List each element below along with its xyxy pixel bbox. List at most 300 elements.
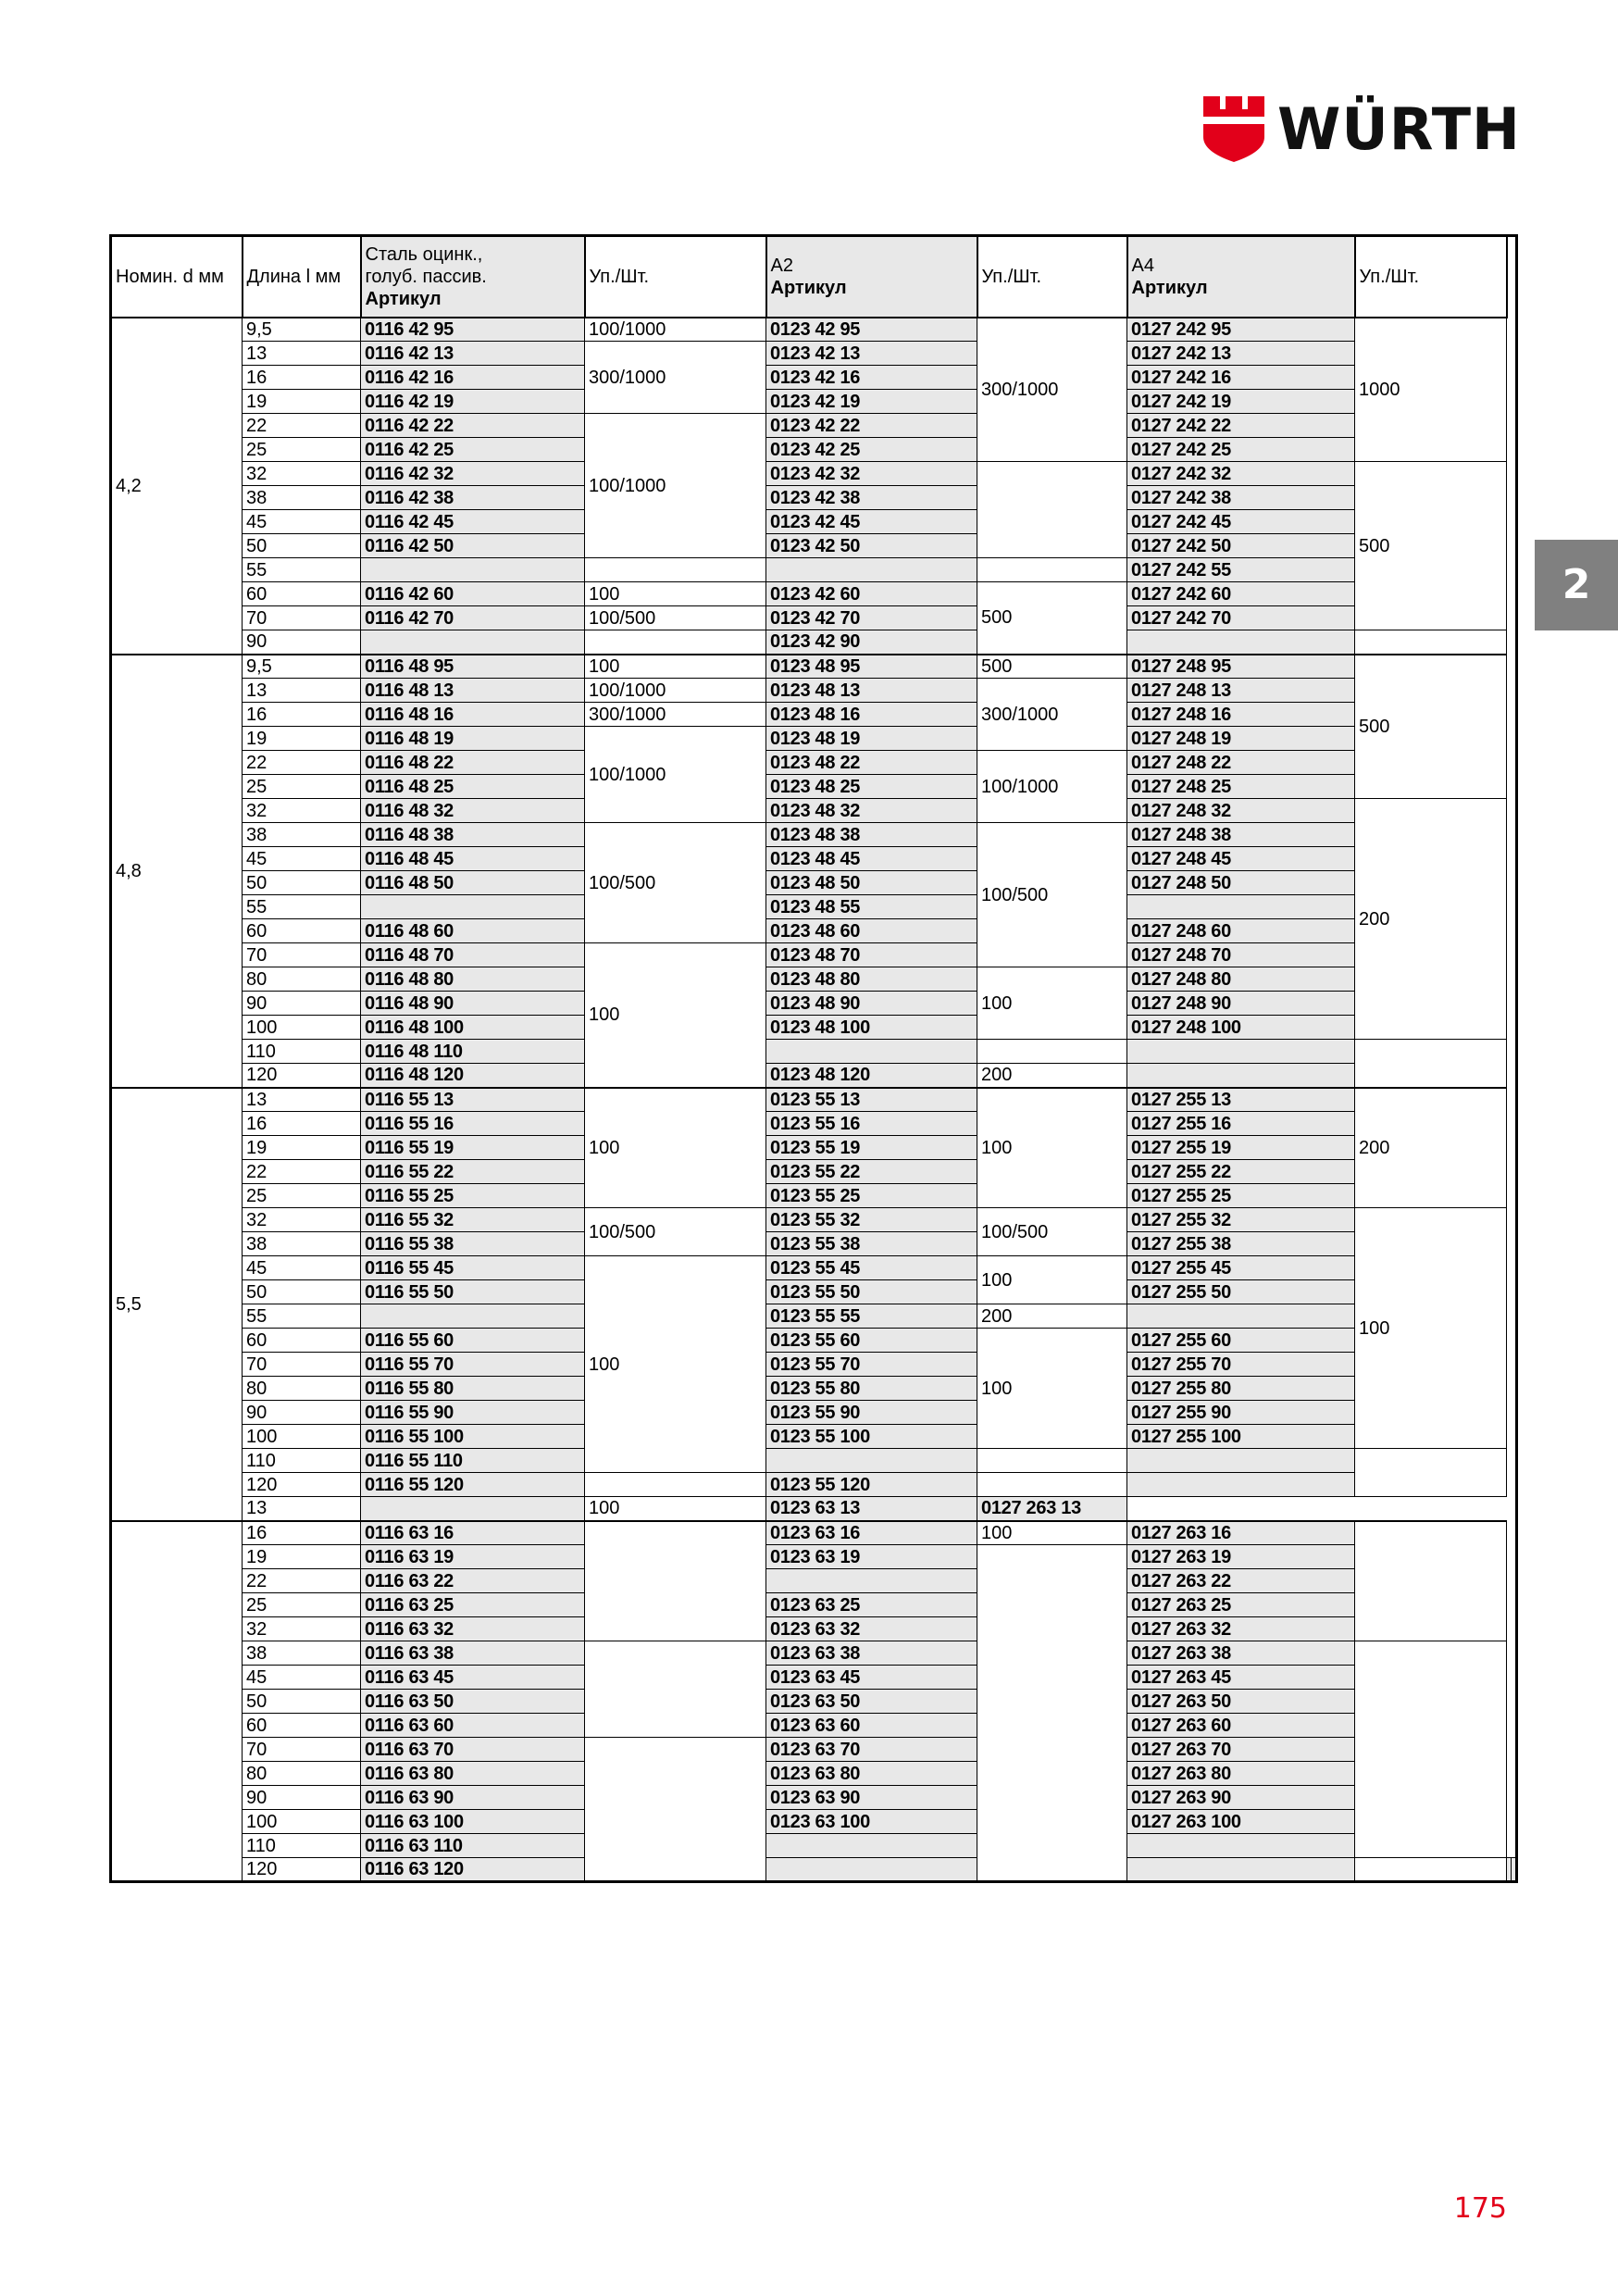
- a4-article-cell: [1127, 1473, 1355, 1497]
- steel-article-cell: 0116 42 50: [361, 534, 585, 558]
- steel-pack-cell: 100/1000: [585, 414, 766, 558]
- length-cell: 38: [243, 823, 361, 847]
- length-cell: 70: [243, 606, 361, 630]
- steel-article-cell: 0116 63 90: [361, 1786, 585, 1810]
- length-cell: 16: [243, 703, 361, 727]
- table-row: [111, 342, 1517, 366]
- nominal-diameter-cell: 4,8: [111, 655, 243, 1088]
- a2-article-cell: 0123 42 19: [766, 390, 977, 414]
- a2-article-cell: 0123 55 19: [766, 1136, 977, 1160]
- a2-article-cell: 0123 48 120: [766, 1064, 977, 1088]
- steel-article-cell: 0116 48 13: [361, 679, 585, 703]
- table-row: [111, 703, 1517, 727]
- table-row: [111, 606, 1517, 630]
- a2-article-cell: 0123 48 19: [766, 727, 977, 751]
- table-row: [111, 1786, 1517, 1810]
- length-cell: 50: [243, 1280, 361, 1304]
- table-row: [111, 1136, 1517, 1160]
- length-cell: 120: [243, 1858, 361, 1882]
- a4-pack-cell: [1355, 1521, 1507, 1641]
- header-a4-line1: A4: [1131, 255, 1154, 276]
- table-row: [111, 1425, 1517, 1449]
- steel-pack-cell: [585, 558, 766, 582]
- table-row: [111, 534, 1517, 558]
- a2-article-cell: 0123 55 60: [766, 1329, 977, 1353]
- a2-article-cell: 0123 48 60: [766, 919, 977, 943]
- a4-article-cell: 0127 255 50: [1127, 1280, 1355, 1304]
- header-steel-line3: Артикул: [365, 288, 442, 309]
- a4-article-cell: 0127 242 60: [1127, 582, 1355, 606]
- a2-article-cell: 0123 63 50: [766, 1690, 977, 1714]
- length-cell: 50: [243, 534, 361, 558]
- a2-pack-cell: 500: [977, 582, 1127, 655]
- table-row: [111, 655, 1517, 679]
- a2-article-cell: 0123 63 100: [766, 1810, 977, 1834]
- length-cell: 70: [243, 1353, 361, 1377]
- steel-article-cell: [361, 1497, 585, 1521]
- steel-article-cell: 0116 42 60: [361, 582, 585, 606]
- steel-article-cell: 0116 63 120: [361, 1858, 585, 1882]
- length-cell: 22: [243, 414, 361, 438]
- a4-article-cell: 0127 263 100: [1127, 1810, 1355, 1834]
- table-row: [111, 1208, 1517, 1232]
- table-row: [111, 1232, 1517, 1256]
- a2-article-cell: 0123 48 22: [766, 751, 977, 775]
- steel-article-cell: 0116 55 110: [361, 1449, 585, 1473]
- table-row: [111, 1473, 1517, 1497]
- a4-article-cell: 0127 242 50: [1127, 534, 1355, 558]
- steel-article-cell: 0116 55 100: [361, 1425, 585, 1449]
- table-row: [111, 1256, 1517, 1280]
- fastener-table: [109, 234, 1518, 1883]
- a4-article-cell: 0127 263 22: [1127, 1569, 1355, 1593]
- a4-article-cell: 0127 255 16: [1127, 1112, 1355, 1136]
- steel-article-cell: 0116 63 50: [361, 1690, 585, 1714]
- table-row: [111, 1666, 1517, 1690]
- a4-article-cell: 0127 242 38: [1127, 486, 1355, 510]
- a2-article-cell: 0123 48 50: [766, 871, 977, 895]
- steel-pack-cell: 100: [585, 943, 766, 1088]
- a2-article-cell: 0123 63 90: [766, 1786, 977, 1810]
- steel-pack-cell: [585, 630, 766, 655]
- a2-article-cell: 0123 55 70: [766, 1353, 977, 1377]
- a4-pack-cell: [1355, 1641, 1507, 1858]
- steel-article-cell: 0116 48 50: [361, 871, 585, 895]
- a4-article-cell: 0127 242 45: [1127, 510, 1355, 534]
- a2-article-cell: 0123 48 80: [766, 967, 977, 992]
- wurth-logo-mark-icon: [1201, 96, 1266, 163]
- a4-article-cell: [1127, 1064, 1355, 1088]
- a4-article-cell: 0127 263 70: [1127, 1738, 1355, 1762]
- a4-article-cell: 0127 242 95: [1127, 318, 1355, 342]
- a2-article-cell: 0123 63 60: [766, 1714, 977, 1738]
- table-row: [111, 1088, 1517, 1112]
- table-row: [111, 1353, 1517, 1377]
- length-cell: 16: [243, 1521, 361, 1545]
- length-cell: 32: [243, 1208, 361, 1232]
- a4-article-cell: 0127 242 22: [1127, 414, 1355, 438]
- steel-article-cell: 0116 63 22: [361, 1569, 585, 1593]
- length-cell: 60: [243, 1714, 361, 1738]
- steel-article-cell: 0116 55 90: [361, 1401, 585, 1425]
- table-row: [111, 1641, 1517, 1666]
- chapter-tab[interactable]: 2: [1535, 540, 1618, 630]
- a4-article-cell: 0127 248 100: [1127, 1016, 1355, 1040]
- a2-article-cell: 0123 42 13: [766, 342, 977, 366]
- table-row: [111, 1160, 1517, 1184]
- a4-article-cell: 0127 248 32: [1127, 799, 1355, 823]
- steel-article-cell: 0116 55 50: [361, 1280, 585, 1304]
- steel-article-cell: 0116 55 70: [361, 1353, 585, 1377]
- steel-article-cell: 0116 63 80: [361, 1762, 585, 1786]
- steel-article-cell: 0116 48 110: [361, 1040, 585, 1064]
- steel-pack-cell: 100: [585, 1256, 766, 1473]
- steel-article-cell: 0116 42 70: [361, 606, 585, 630]
- steel-article-cell: 0116 48 95: [361, 655, 585, 679]
- table-row: [111, 895, 1517, 919]
- steel-article-cell: 0116 55 13: [361, 1088, 585, 1112]
- steel-pack-cell: 300/1000: [585, 342, 766, 414]
- table-body: [111, 318, 1517, 1882]
- a4-article-cell: 0127 255 13: [1127, 1088, 1355, 1112]
- length-cell: 45: [243, 1666, 361, 1690]
- steel-article-cell: 0116 63 70: [361, 1738, 585, 1762]
- length-cell: 110: [243, 1449, 361, 1473]
- length-cell: 13: [243, 1088, 361, 1112]
- length-cell: 90: [243, 630, 361, 655]
- length-cell: 60: [243, 919, 361, 943]
- a2-article-cell: 0123 42 90: [766, 630, 977, 655]
- a2-article-cell: 0123 55 100: [766, 1425, 977, 1449]
- steel-article-cell: 0116 63 16: [361, 1521, 585, 1545]
- table-row: [111, 1449, 1517, 1473]
- a2-article-cell: [766, 1569, 977, 1593]
- steel-article-cell: [361, 630, 585, 655]
- a4-article-cell: 0127 255 60: [1127, 1329, 1355, 1353]
- table-row: [111, 1617, 1517, 1641]
- steel-article-cell: [361, 1304, 585, 1329]
- length-cell: 80: [243, 1377, 361, 1401]
- table-row: [111, 847, 1517, 871]
- a4-article-cell: 0127 255 100: [1127, 1425, 1355, 1449]
- length-cell: 120: [243, 1064, 361, 1088]
- table-row: [111, 510, 1517, 534]
- length-cell: 25: [243, 438, 361, 462]
- steel-pack-cell: 100/500: [585, 1208, 766, 1256]
- a2-pack-cell: [977, 1040, 1127, 1064]
- table-row: [111, 462, 1517, 486]
- length-cell: 45: [243, 847, 361, 871]
- steel-article-cell: 0116 48 32: [361, 799, 585, 823]
- a2-pack-cell: [977, 1545, 1127, 1882]
- a2-pack-cell: [977, 558, 1127, 582]
- a4-article-cell: 0127 263 80: [1127, 1762, 1355, 1786]
- a2-article-cell: 0123 42 95: [766, 318, 977, 342]
- table-row: [111, 1762, 1517, 1786]
- steel-article-cell: 0116 63 45: [361, 1666, 585, 1690]
- a2-article-cell: 0123 48 13: [766, 679, 977, 703]
- a4-article-cell: 0127 248 90: [1127, 992, 1355, 1016]
- a4-pack-cell: 100: [1355, 1208, 1507, 1449]
- header-steel-pack: Уп./Шт.: [585, 236, 766, 318]
- length-cell: 25: [243, 775, 361, 799]
- length-cell: 22: [243, 1569, 361, 1593]
- table-row: [111, 486, 1517, 510]
- a2-article-cell: 0123 48 38: [766, 823, 977, 847]
- steel-article-cell: 0116 42 95: [361, 318, 585, 342]
- length-cell: 55: [243, 558, 361, 582]
- table-row: [111, 1593, 1517, 1617]
- a4-article-cell: 0127 248 16: [1127, 703, 1355, 727]
- steel-article-cell: 0116 55 80: [361, 1377, 585, 1401]
- steel-pack-cell: 100/500: [585, 823, 766, 943]
- steel-article-cell: 0116 55 120: [361, 1473, 585, 1497]
- a4-pack-cell: 200: [1355, 799, 1507, 1040]
- steel-pack-cell: 300/1000: [585, 703, 766, 727]
- a2-article-cell: 0123 63 13: [766, 1497, 977, 1521]
- table-row: [111, 630, 1517, 655]
- table-row: [111, 1304, 1517, 1329]
- length-cell: 45: [243, 1256, 361, 1280]
- table-row: [111, 967, 1517, 992]
- length-cell: 32: [243, 799, 361, 823]
- table-row: [111, 1810, 1517, 1834]
- wurth-logo: [1201, 95, 1521, 163]
- steel-article-cell: 0116 48 120: [361, 1064, 585, 1088]
- table-row: [111, 1858, 1517, 1882]
- steel-article-cell: 0116 48 60: [361, 919, 585, 943]
- steel-article-cell: 0116 48 90: [361, 992, 585, 1016]
- a4-article-cell: 0127 242 32: [1127, 462, 1355, 486]
- steel-article-cell: 0116 48 19: [361, 727, 585, 751]
- a4-article-cell: [1127, 895, 1355, 919]
- steel-article-cell: 0116 42 16: [361, 366, 585, 390]
- steel-pack-cell: 100: [585, 1088, 766, 1208]
- steel-article-cell: 0116 55 22: [361, 1160, 585, 1184]
- a4-article-cell: 0127 248 70: [1127, 943, 1355, 967]
- length-cell: 55: [243, 895, 361, 919]
- a2-article-cell: 0123 55 38: [766, 1232, 977, 1256]
- a2-article-cell: 0123 63 32: [766, 1617, 977, 1641]
- steel-article-cell: 0116 55 60: [361, 1329, 585, 1353]
- table-row: [111, 799, 1517, 823]
- steel-article-cell: 0116 48 70: [361, 943, 585, 967]
- header-a4-article: [1127, 236, 1355, 318]
- header-nominal-diameter: Номин. d мм: [111, 236, 243, 318]
- length-cell: 19: [243, 1136, 361, 1160]
- length-cell: 70: [243, 943, 361, 967]
- a4-article-cell: 0127 263 13: [977, 1497, 1127, 1521]
- table-row: [111, 871, 1517, 895]
- steel-article-cell: 0116 42 38: [361, 486, 585, 510]
- a2-pack-cell: [977, 1449, 1127, 1473]
- a4-article-cell: 0127 242 13: [1127, 342, 1355, 366]
- a2-article-cell: 0123 48 25: [766, 775, 977, 799]
- table-row: [111, 366, 1517, 390]
- length-cell: 50: [243, 871, 361, 895]
- a4-article-cell: 0127 248 80: [1127, 967, 1355, 992]
- a2-article-cell: 0123 42 38: [766, 486, 977, 510]
- length-cell: 13: [243, 1497, 361, 1521]
- a2-pack-cell: 100: [977, 1256, 1127, 1304]
- steel-article-cell: 0116 55 19: [361, 1136, 585, 1160]
- header-steel-article: [361, 236, 585, 318]
- a2-article-cell: 0123 42 22: [766, 414, 977, 438]
- table-row: [111, 438, 1517, 462]
- a4-article-cell: 0127 255 70: [1127, 1353, 1355, 1377]
- a4-pack-cell: 500: [1355, 462, 1507, 630]
- length-cell: 13: [243, 679, 361, 703]
- a4-article-cell: 0127 263 45: [1127, 1666, 1355, 1690]
- a2-article-cell: [766, 1040, 977, 1064]
- a4-article-cell: 0127 255 22: [1127, 1160, 1355, 1184]
- a4-article-cell: 0127 248 13: [1127, 679, 1355, 703]
- steel-article-cell: 0116 42 13: [361, 342, 585, 366]
- length-cell: 16: [243, 366, 361, 390]
- steel-article-cell: 0116 63 19: [361, 1545, 585, 1569]
- length-cell: 16: [243, 1112, 361, 1136]
- a2-article-cell: 0123 42 50: [766, 534, 977, 558]
- a2-article-cell: 0123 55 120: [766, 1473, 977, 1497]
- a2-article-cell: 0123 48 100: [766, 1016, 977, 1040]
- header-a2-line1: A2: [770, 255, 793, 276]
- table-row: [111, 582, 1517, 606]
- length-cell: 45: [243, 510, 361, 534]
- length-cell: 100: [243, 1810, 361, 1834]
- length-cell: 25: [243, 1184, 361, 1208]
- table-row: [111, 992, 1517, 1016]
- a2-article-cell: 0123 63 19: [766, 1545, 977, 1569]
- table-row: [111, 727, 1517, 751]
- a2-article-cell: 0123 42 16: [766, 366, 977, 390]
- steel-article-cell: 0116 48 38: [361, 823, 585, 847]
- table-row: [111, 318, 1517, 342]
- steel-article-cell: [361, 558, 585, 582]
- table-row: [111, 1329, 1517, 1353]
- a4-article-cell: 0127 242 70: [1127, 606, 1355, 630]
- a2-article-cell: 0123 63 80: [766, 1762, 977, 1786]
- steel-article-cell: 0116 42 25: [361, 438, 585, 462]
- a2-article-cell: 0123 42 70: [766, 606, 977, 630]
- a2-article-cell: [766, 1834, 977, 1858]
- steel-article-cell: 0116 63 38: [361, 1641, 585, 1666]
- wurth-logo-text: WÜRTH: [1277, 95, 1521, 163]
- steel-pack-cell: [585, 1738, 766, 1882]
- table-row: [111, 1714, 1517, 1738]
- length-cell: 80: [243, 967, 361, 992]
- table-row: [111, 558, 1517, 582]
- a2-pack-cell: 100: [977, 1521, 1127, 1545]
- a2-article-cell: 0123 48 70: [766, 943, 977, 967]
- a4-article-cell: 0127 255 38: [1127, 1232, 1355, 1256]
- a4-article-cell: 0127 242 16: [1127, 366, 1355, 390]
- a4-article-cell: [1127, 1834, 1355, 1858]
- a4-article-cell: 0127 248 25: [1127, 775, 1355, 799]
- steel-pack-cell: 100: [585, 655, 766, 679]
- table-row: [111, 751, 1517, 775]
- length-cell: 9,5: [243, 655, 361, 679]
- header-a4-line2: Артикул: [1131, 277, 1208, 298]
- a2-pack-cell: 200: [977, 1304, 1127, 1329]
- table-row: [111, 1377, 1517, 1401]
- a4-article-cell: [1512, 1858, 1517, 1882]
- table-row: [111, 390, 1517, 414]
- a2-pack-cell: [977, 1473, 1127, 1497]
- table-row: [111, 1280, 1517, 1304]
- length-cell: 13: [243, 342, 361, 366]
- a4-article-cell: 0127 242 19: [1127, 390, 1355, 414]
- header-a2-line2: Артикул: [770, 277, 847, 298]
- a2-pack-cell: 300/1000: [977, 679, 1127, 751]
- steel-article-cell: 0116 48 100: [361, 1016, 585, 1040]
- steel-article-cell: 0116 55 38: [361, 1232, 585, 1256]
- steel-article-cell: 0116 48 22: [361, 751, 585, 775]
- steel-article-cell: [361, 895, 585, 919]
- a4-article-cell: [1127, 1858, 1355, 1882]
- length-cell: 120: [243, 1473, 361, 1497]
- table-row: [111, 919, 1517, 943]
- length-cell: 90: [243, 992, 361, 1016]
- a4-article-cell: 0127 263 38: [1127, 1641, 1355, 1666]
- a4-article-cell: 0127 248 95: [1127, 655, 1355, 679]
- length-cell: 100: [243, 1016, 361, 1040]
- a4-article-cell: 0127 263 25: [1127, 1593, 1355, 1617]
- a2-article-cell: 0123 55 90: [766, 1401, 977, 1425]
- a4-article-cell: 0127 263 32: [1127, 1617, 1355, 1641]
- a4-article-cell: 0127 248 45: [1127, 847, 1355, 871]
- header-length: Длина l мм: [243, 236, 361, 318]
- a2-article-cell: 0123 63 25: [766, 1593, 977, 1617]
- header-a2-pack: Уп./Шт.: [977, 236, 1127, 318]
- a2-pack-cell: 200: [977, 1064, 1127, 1088]
- a2-article-cell: 0123 55 22: [766, 1160, 977, 1184]
- a2-article-cell: 0123 55 13: [766, 1088, 977, 1112]
- steel-article-cell: 0116 63 32: [361, 1617, 585, 1641]
- table-header-row: [111, 236, 1517, 318]
- length-cell: 22: [243, 751, 361, 775]
- a4-article-cell: 0127 255 80: [1127, 1377, 1355, 1401]
- a4-article-cell: 0127 263 50: [1127, 1690, 1355, 1714]
- a4-article-cell: 0127 248 38: [1127, 823, 1355, 847]
- a2-article-cell: 0123 42 45: [766, 510, 977, 534]
- length-cell: 55: [243, 1304, 361, 1329]
- a4-article-cell: 0127 263 90: [1127, 1786, 1355, 1810]
- length-cell: 90: [243, 1401, 361, 1425]
- length-cell: 19: [243, 727, 361, 751]
- a4-article-cell: 0127 248 19: [1127, 727, 1355, 751]
- a4-article-cell: 0127 263 19: [1127, 1545, 1355, 1569]
- table-row: [111, 1738, 1517, 1762]
- a4-article-cell: [1127, 1040, 1355, 1064]
- page-number: 175: [1453, 2192, 1507, 2225]
- steel-pack-cell: [585, 1641, 766, 1738]
- a4-article-cell: 0127 263 16: [1127, 1521, 1355, 1545]
- table-row: [111, 1040, 1517, 1064]
- steel-article-cell: 0116 55 32: [361, 1208, 585, 1232]
- a4-article-cell: [1127, 1449, 1355, 1473]
- a2-article-cell: 0123 55 50: [766, 1280, 977, 1304]
- length-cell: 22: [243, 1160, 361, 1184]
- header-a4-pack: Уп./Шт.: [1355, 236, 1507, 318]
- a2-article-cell: [766, 1858, 977, 1882]
- a4-article-cell: 0127 248 22: [1127, 751, 1355, 775]
- length-cell: 32: [243, 1617, 361, 1641]
- steel-article-cell: 0116 42 19: [361, 390, 585, 414]
- table-row: [111, 1545, 1517, 1569]
- table-row: [111, 1112, 1517, 1136]
- length-cell: 60: [243, 582, 361, 606]
- nominal-diameter-cell: 4,2: [111, 318, 243, 655]
